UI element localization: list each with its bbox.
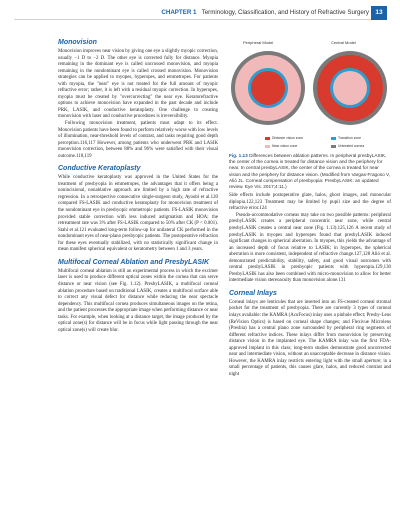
heading-conductive-keratoplasty: Conductive Keratoplasty xyxy=(58,165,141,173)
legend-near xyxy=(265,144,297,148)
legend-label: Distance vision zone xyxy=(272,136,304,140)
figure-1-13 xyxy=(229,38,391,153)
heading-monovision: Monovision xyxy=(58,39,97,46)
paragraph: While conductive keratoplasty was approved in the United States for the treatment of presbyopia in emmetropes, the advantages that it offers being a nonincisional, nonablative approach are limited by a high rate of refractive regression. In a retrospective consecutive single-surgeon study, Ayoubi et al.120 compared FS-LASIK and conductive keratoplasty for monovision treatment of the nondominant eye in presbyopic emmetropic patients. FS-LASIK monovision provided stable correction with less induced astigmatism and HOA; the retreatment rate was 3% after FS-LASIK compared to 50% after CK (P < 0.001). Stahl et al.121 evaluated long-term follow-up for unilateral CK performed in the nondominant eyes of near-plano presbyopic patients. The postoperative refraction for these eyes eventually stabilized, with no statistically significant change in mean manifest spherical equivalent or keratometry between 1 and 3 years. xyxy=(58,175,218,253)
paragraph: Following monovision treatment, patients must adapt to its effect. Monovision patients have been found to perform relatively worse with low levels of illumination, near-threshold levels of contrast, and tasks requiring good depth perception.116,117 However, among patients who underwent PRK and LASIK monovision correction, between 88% and 96% were satisfied with their visual outcome.118,119 xyxy=(58,121,218,159)
paragraph: Corneal inlays are lenticules that are inserted into an FS-created corneal stromal pocket for the treatment of presbyopia. There are currently 3 types of corneal inlays available: the KAMRA (AcuFocus) inlay uses a pinhole effect; Presby-Lens (ReVision Optics) is based on corneal shape changes; and Flexivue Microlens (Presbia) has a central plano zone surrounded by peripheral ring segments of different refractive indices. These inlays differ from monovision by preserving distance vision in the implanted eye. The KAMRA inlay was the first FDA-approved implant in this class; long-term studies demonstrate good uncorrected near and intermediate vision, without an unacceptable decrease in distance vision. However, the KAMRA inlay restricts entering light with the small aperture; in a small percentage of patients, this causes glare, halos, and reduced contrast and night xyxy=(229,299,391,377)
paragraph: Side effects include postoperative glare, halos, ghost images, and monocular diplopia.122,123 Treatment may be limited by pupil size and the degree of refractive error.124 xyxy=(229,193,391,212)
peripheral-model-diagram xyxy=(231,51,305,125)
figure-label-central: Central Model xyxy=(331,40,356,45)
legend-swatch xyxy=(331,145,336,148)
page-number: 13 xyxy=(371,6,387,20)
caption-text: Differences between ablation patterns. In peripheral presbyLASIK, the center of the cornea is treated for distance vision and the periphery for near. In central presbyLASIK, the center of the cornea is treated for near vision and the periphery for distance vision. (Modified from Vargas-Fragoso V, Alió JL. Corneal compensation of presbyopia: PresbyLASIK: an updated review. Eye Vis. 2017;4:11.) xyxy=(229,153,391,190)
chapter-label: CHAPTER 1 xyxy=(161,9,197,16)
chapter-title: Terminology, Classification, and History of Refractive Surgery xyxy=(201,9,369,16)
ablation-diagram xyxy=(229,44,391,136)
near-zone-center xyxy=(333,71,367,105)
legend-swatch xyxy=(265,137,270,140)
caption-label: Fig. 1.13 xyxy=(229,153,248,158)
left-column xyxy=(58,38,218,334)
central-model-diagram xyxy=(313,51,387,125)
distance-zone-center xyxy=(251,71,285,105)
heading-corneal-inlays: Corneal Inlays xyxy=(229,289,277,297)
header-rule xyxy=(14,19,378,20)
legend-label: Transition zone xyxy=(338,136,362,140)
paragraph: Monovision improves near vision by giving one eye a slightly myopic correction, usually −1 D to −2 D. The other eye is corrected fully for distance. Myopia remaining in the dominant eye is called uncrossed monovision, and myopia remaining in the nondominant eye is called crossed monovision. Monovision strategies can be applied to myopes, hyperopes, and emmetropes. For patients with myopia, the "near" eye is not treated for the full amount of myopic refractive error; rather, it is left with a residual myopic correction. In hyperopes, myopia must be created by "overcorrecting" the near eye. Keratorefractive options to achieve monovision have expanded in the past decade and include PRK, LASIK, and conductive keratoplasty. One challenge to creating monovision with laser and conductive procedures is irreversibility. xyxy=(58,49,218,120)
paragraph: Pseudo-accommodative corneas may take on two possible patterns: peripheral presbyLASIK creates a peripheral concentric near zone, while central presbyLASIK creates a central near zone (Fig. 1.13).125,126 A recent study of presbyLASIK in myopes and hyperopes found that presbyLASIK induced significant changes in spherical aberration. In myopes, this yields the advantage of an increased depth of focus relative to LASIK; in hyperopes, the spherical aberration is more consistent, independent of refractive change.127,128 Alió et al. demonstrated predictability, stability, safety, and good visual outcomes with central presbyLASIK in presbyopic patients with hyperopia.129,130 PresbyLASIK has also been combined with micro-monovision to allow for better intermediate vision stereoacuity than monovision alone.131 xyxy=(229,212,391,284)
legend-swatch xyxy=(331,137,336,140)
legend-swatch xyxy=(265,145,270,148)
chapter-header xyxy=(161,9,369,16)
legend-label: Untreated cornea xyxy=(338,144,365,148)
paragraph: Multifocal corneal ablation is still an experimental process in which the excimer laser is used to produce different optical zones within the cornea that can serve distance or near vision (see Fig. 1.12). PresbyLASIK, a multifocal corneal ablation procedure based on traditional LASIK, creates a multifocal surface able to correct any visual defect for distance while reducing the near spectacle dependency. This multifocal cornea produces simultaneous images on the retina, and the patient processes the appropriate image when performing distance or near tasks. For example, when looking at a distance target, the image produced by the optical zone(s) for distance will be in focus while light passing through the near optical zone(s) will create blur. xyxy=(58,268,218,333)
heading-multifocal-ablation: Multifocal Corneal Ablation and PresbyLASIK xyxy=(58,258,210,266)
legend-distance xyxy=(265,136,303,140)
legend-transition xyxy=(331,136,361,140)
figure-label-peripheral: Peripheral Model xyxy=(243,40,274,45)
right-column xyxy=(229,38,391,378)
figure-caption xyxy=(229,153,391,190)
legend-untreated xyxy=(331,144,364,148)
running-header xyxy=(0,6,400,22)
legend-label: Near vision zone xyxy=(272,144,298,148)
